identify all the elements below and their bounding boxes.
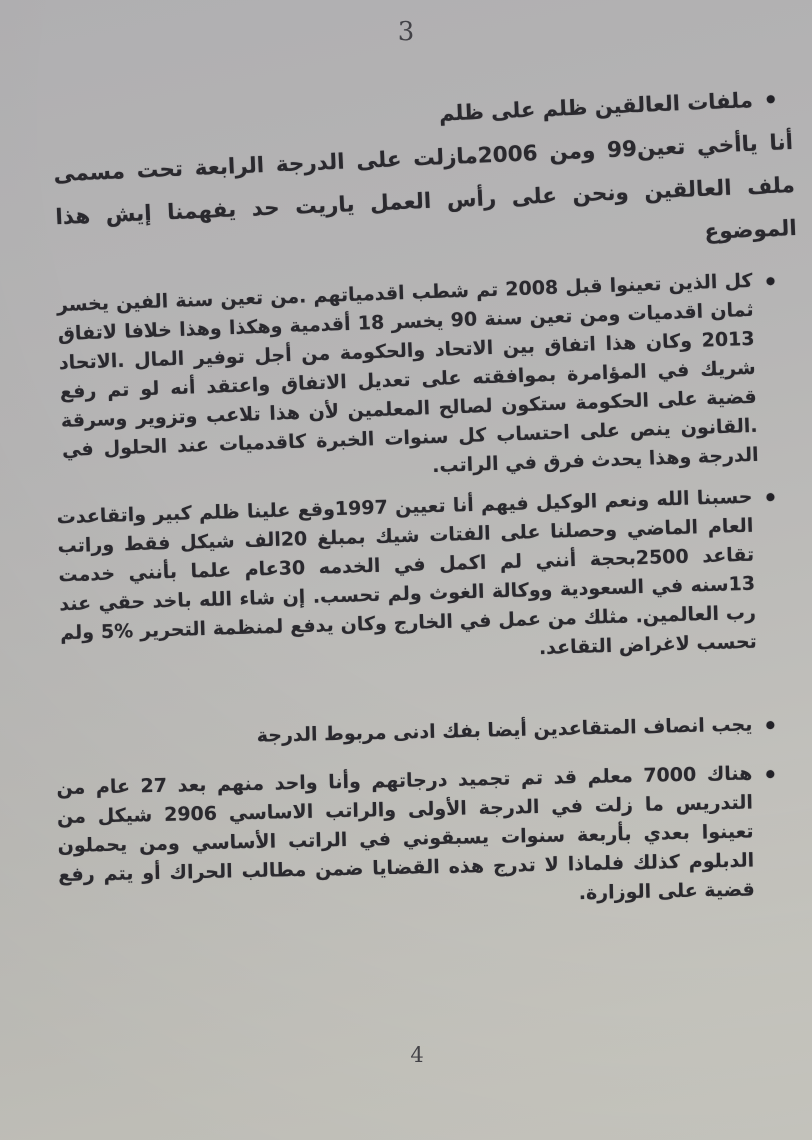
bullet-dot-icon: [766, 770, 774, 778]
bullet-item-frozen-grades: [56, 759, 779, 919]
page-number-bottom: 4: [410, 1043, 424, 1067]
bullet-dot-icon: [766, 721, 774, 729]
bullet-text: حسبنا الله ونعم الوكيل فيهم أنا تعيين 1997وقع علينا ظلم كبير واتقاعدت العام الماضي وحصلنا على الفتات شيك بمبلغ 20الف شيكل فقط وراتب تقاعد 2500بحجة أنني لم اكمل في الخدمه 30عام علما بأنني خدمت 13سنه في السعودية ووكالة الغوث ولم تحسب. إن شاء الله باخد حقي عند رب العالمين. مثلك من عمل في الخارج وكان يدفع لمنظمة التحرير %5 ولم تحسب لاغراض التقاعد.: [56, 485, 758, 660]
bullet-item-retirees-fairness: [56, 710, 776, 755]
bullet-dot-icon: [767, 95, 775, 103]
bullet-item-seniority: [56, 266, 783, 494]
document-heading: ملفات العالقين ظلم على ظلم: [438, 88, 754, 126]
bullet-text: هناك 7000 معلم قد تم تجميد درجاتهم وأنا واحد منهم بعد 27 عام من التدريس ما زلت في الدرجة الأولى والراتب الاساسي 2906 شيكل من تعينوا بعدي بأربعة سنوات يسبقوني في الراتب الأساسي ومن يحملون الدبلوم كذلك فلماذا لا تدرج هذه القضايا ضمن مطالب الحراك أو يتم رفع قضية على الوزارة.: [56, 762, 755, 905]
bullet-item-retirement: [56, 482, 781, 677]
bullet-text: كل الذين تعينوا قبل 2008 تم شطب اقدمياتهم .من تعين سنة الفين يخسر ثمان اقدميات ومن تعين سنة 90 يخسر 18 أقدمية وهكذا وهذا خلافا لاتفاق 2013 وكان هذا اتفاق بين الاتحاد والحكومة من أجل توفير المال .الاتحاد شريك في المؤامرة بموافقته على تعديل الاتفاق واعتقد أنه لو تم رفع قضية على الحكومة ستكون لصالح المعلمين لأن هذا تلاعب وتزوير وسرقة .القانون ينص على احتساب كل سنوات الخبرة كاقدميات عند الحلول في الدرجة وهذا يحدث فرق في الراتب.: [56, 269, 759, 478]
intro-paragraph: أنا ياأخي تعين99 ومن 2006مازلت على الدرجة الرابعة تحت مسمى ملف العالقين ونحن على رأس العمل ياريت حد يفهمنا إيش هذا الموضوع: [53, 129, 798, 245]
bullet-text: يجب انصاف المتقاعدين أيضا بفك ادنى مربوط الدرجة: [256, 713, 753, 747]
document-body: [0, 82, 812, 904]
page-number-top: 3: [397, 17, 415, 47]
bullet-dot-icon: [766, 277, 774, 285]
bullet-dot-icon: [766, 493, 774, 501]
